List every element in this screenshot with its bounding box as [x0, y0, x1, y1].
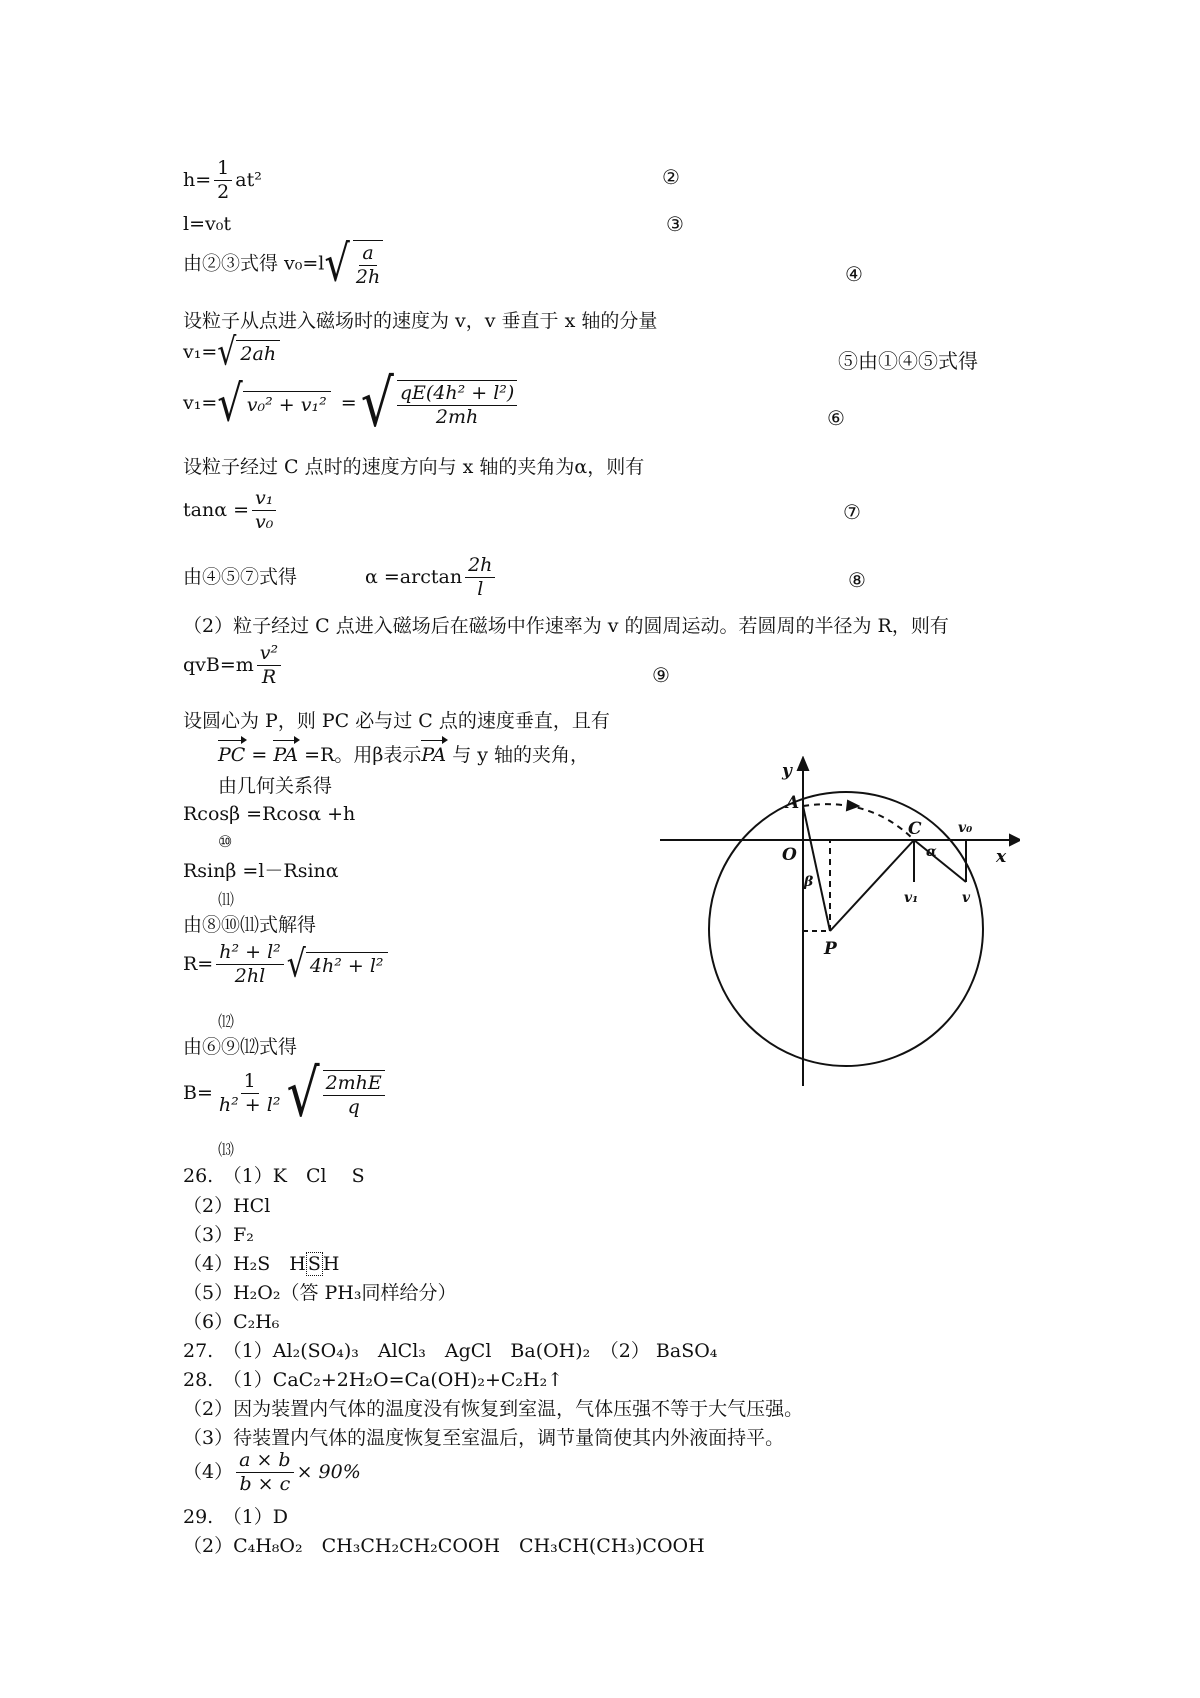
eq12-rad: 4h² + l²	[306, 952, 388, 978]
answer-26-5: （5）H₂O₂（答 PH₃同样给分）	[183, 1282, 457, 1304]
answer-28-1: 28. （1）CaC₂+2H₂O=Ca(OH)₂+C₂H₂↑	[183, 1369, 564, 1391]
eq13-num: 1	[241, 1071, 259, 1094]
answer-28-4-num: a × b	[236, 1450, 294, 1473]
vec-text2: 与 y 轴的夹角，	[452, 744, 590, 766]
text-velocity: 设粒子从点进入磁场时的速度为 v，v 垂直于 x 轴的分量	[183, 310, 658, 332]
text-alpha: 设粒子经过 C 点时的速度方向与 x 轴的夹角为α，则有	[183, 456, 645, 478]
eq12-den: 2hl	[234, 964, 266, 987]
eq10-mark: ⑩	[218, 832, 233, 851]
velocity-arrow-a	[847, 801, 858, 810]
answer-28-4-frac	[236, 1450, 294, 1496]
answer-27: 27. （1）Al₂(SO₄)₃ AlCl₃ AgCl Ba(OH)₂ （2） BaSO₄	[183, 1340, 718, 1362]
eq9-frac	[257, 643, 281, 689]
eq4-den: 2h	[355, 265, 381, 288]
eq12-frac	[216, 942, 284, 988]
eq6-lhs: v₁=	[183, 392, 218, 414]
label-o: O	[782, 845, 797, 865]
eq-2	[183, 158, 262, 204]
eq-13	[183, 1056, 388, 1132]
label-p: P	[824, 939, 837, 959]
eq4-radical: √ $\frac{a}{2h}$	[324, 240, 386, 289]
answer-26-2: （2）HCl	[183, 1195, 271, 1217]
v-resultant	[914, 840, 966, 882]
eq-6	[183, 366, 520, 442]
text-center: 设圆心为 P，则 PC 必与过 C 点的速度垂直，且有	[183, 710, 610, 732]
eq2-num: 1	[214, 158, 232, 181]
eq8-frac	[465, 555, 495, 601]
eq9-lhs: qvB=m	[183, 653, 254, 676]
eq5-lhs: v₁=	[183, 341, 218, 363]
eq-9	[183, 643, 284, 689]
eq7-frac	[252, 488, 276, 534]
eq12-radical: √ 4h² + l²	[287, 950, 388, 980]
electron-dot-s: S	[307, 1253, 321, 1275]
eq13-rnum: 2mhE	[323, 1073, 385, 1096]
vec-text: =R。用β表示	[304, 744, 422, 766]
answer-28-2: （2）因为装置内气体的温度没有恢复到室温，气体压强不等于大气压强。	[183, 1398, 804, 1420]
eq7-mark: ⑦	[843, 500, 861, 524]
answer-26-6: （6）C₂H₆	[183, 1311, 280, 1333]
eq6-den: 2mh	[435, 405, 479, 428]
eq12-num: h² + l²	[216, 942, 284, 965]
radius-pa	[803, 806, 830, 931]
answer-29-2: （2）C₄H₈O₂ CH₃CH₂CH₂COOH CH₃CH(CH₃)COOH	[183, 1535, 705, 1557]
eq4-lhs: 由②③式得 v₀=l	[183, 252, 325, 275]
eq-5	[183, 330, 280, 375]
eq12-mark: ⑿	[218, 1012, 235, 1031]
eq5-mark: ⑤由①④⑤式得	[838, 349, 978, 373]
eq-8	[183, 555, 498, 601]
eq6-eq: =	[340, 392, 357, 414]
answer-26-4-text: （4）H₂S H	[183, 1253, 306, 1275]
text-b: 由⑥⑨⑿式得	[183, 1036, 298, 1058]
eq12-lhs: R=	[183, 952, 214, 975]
trajectory-circle	[709, 792, 983, 1066]
eq7-num: v₁	[252, 488, 276, 511]
eq6-num: qE(4h² + l²)	[397, 383, 518, 406]
eq6-rad1: v₀² + v₁²	[243, 391, 331, 417]
eq-10: Rcosβ =Rcosα +h	[183, 803, 356, 825]
label-v0: v₀	[958, 820, 973, 836]
answer-29-1: 29. （1）D	[183, 1506, 289, 1528]
eq13-rden: q	[347, 1095, 360, 1118]
eq-12	[183, 942, 388, 988]
eq6-radical2: √ $\frac{\text{qE(4h² + l²)}}{2mh}$	[361, 378, 521, 430]
parabola-path	[803, 804, 914, 840]
answer-26-4	[183, 1253, 339, 1276]
answer-28-4-den: b × c	[239, 1472, 291, 1495]
answer-28-4-label: （4）	[183, 1460, 234, 1483]
eq9-num: v²	[257, 643, 281, 666]
eq13-radical: √ $\frac{\text{2mhE}}{q}$	[286, 1068, 387, 1120]
eq13-frac	[216, 1071, 284, 1117]
label-v: v	[962, 890, 971, 906]
label-x: x	[996, 847, 1007, 867]
eq2-frac	[214, 158, 232, 204]
eq2-rhs: at²	[235, 168, 262, 191]
vec-eq: =	[251, 744, 268, 766]
vec-pa: PA	[273, 738, 298, 767]
eq6-mark: ⑥	[827, 406, 845, 430]
label-a: A	[786, 793, 800, 813]
eq5-rad: 2ah	[236, 340, 280, 366]
eq6-radical1: √ v₀² + v₁²	[217, 384, 330, 424]
eq13-lhs: B=	[183, 1082, 213, 1104]
answer-26-1: 26. （1）K Cl S	[183, 1165, 365, 1187]
eq-7	[183, 488, 279, 534]
answer-28-4-pct: × 90%	[296, 1460, 361, 1483]
vec-pc: PC	[218, 738, 245, 767]
x-axis-arrow	[1010, 835, 1020, 845]
text-vectors	[218, 738, 589, 767]
eq8-lhs: 由④⑤⑦式得	[183, 565, 298, 588]
eq7-lhs: tanα =	[183, 498, 249, 521]
text-geom: 由几何关系得	[218, 775, 333, 797]
eq8-den: l	[477, 577, 484, 600]
eq2-den: 2	[217, 180, 230, 203]
y-axis-arrow	[798, 758, 808, 770]
label-alpha: α	[926, 844, 937, 860]
label-v1: v₁	[904, 890, 919, 906]
label-c: C	[908, 819, 922, 839]
eq13-den: h² + l²	[218, 1094, 281, 1117]
label-y: y	[782, 761, 792, 781]
eq13-mark: ⒀	[218, 1140, 235, 1159]
text-part2: （2）粒子经过 C 点进入磁场后在磁场中作速率为 v 的圆周运动。若圆周的半径为 R，则有	[183, 615, 949, 637]
eq4-mark: ④	[845, 262, 863, 286]
eq-4	[183, 235, 386, 294]
vec-pa2: PA	[421, 738, 446, 767]
text-solve: 由⑧⑩⑾式解得	[183, 914, 317, 936]
label-beta: β	[804, 874, 814, 890]
eq8-num: 2h	[465, 555, 495, 578]
answer-28-3: （3）待装置内气体的温度恢复至室温后，调节量筒使其内外液面持平。	[183, 1427, 785, 1449]
eq2-mark: ②	[662, 165, 680, 189]
eq7-den: v₀	[255, 510, 274, 533]
eq8-mid: α =arctan	[365, 565, 463, 588]
eq11-mark: ⑾	[218, 890, 235, 909]
eq-11: Rsinβ =l－Rsinα	[183, 860, 339, 882]
answer-28-4	[183, 1450, 361, 1496]
electron-dot-h: H	[322, 1253, 340, 1275]
radius-pc	[830, 840, 914, 931]
physics-diagram	[660, 756, 1020, 1096]
eq-3: l=v₀t	[183, 213, 231, 235]
eq3-mark: ③	[666, 212, 684, 236]
eq9-mark: ⑨	[652, 663, 670, 687]
eq4-num: a	[359, 243, 376, 266]
eq8-mark: ⑧	[848, 568, 866, 592]
eq9-den: R	[261, 665, 277, 688]
eq5-radical: √ 2ah	[217, 338, 280, 368]
answer-26-3: （3）F₂	[183, 1224, 254, 1246]
eq2-lhs: h=	[183, 168, 212, 191]
